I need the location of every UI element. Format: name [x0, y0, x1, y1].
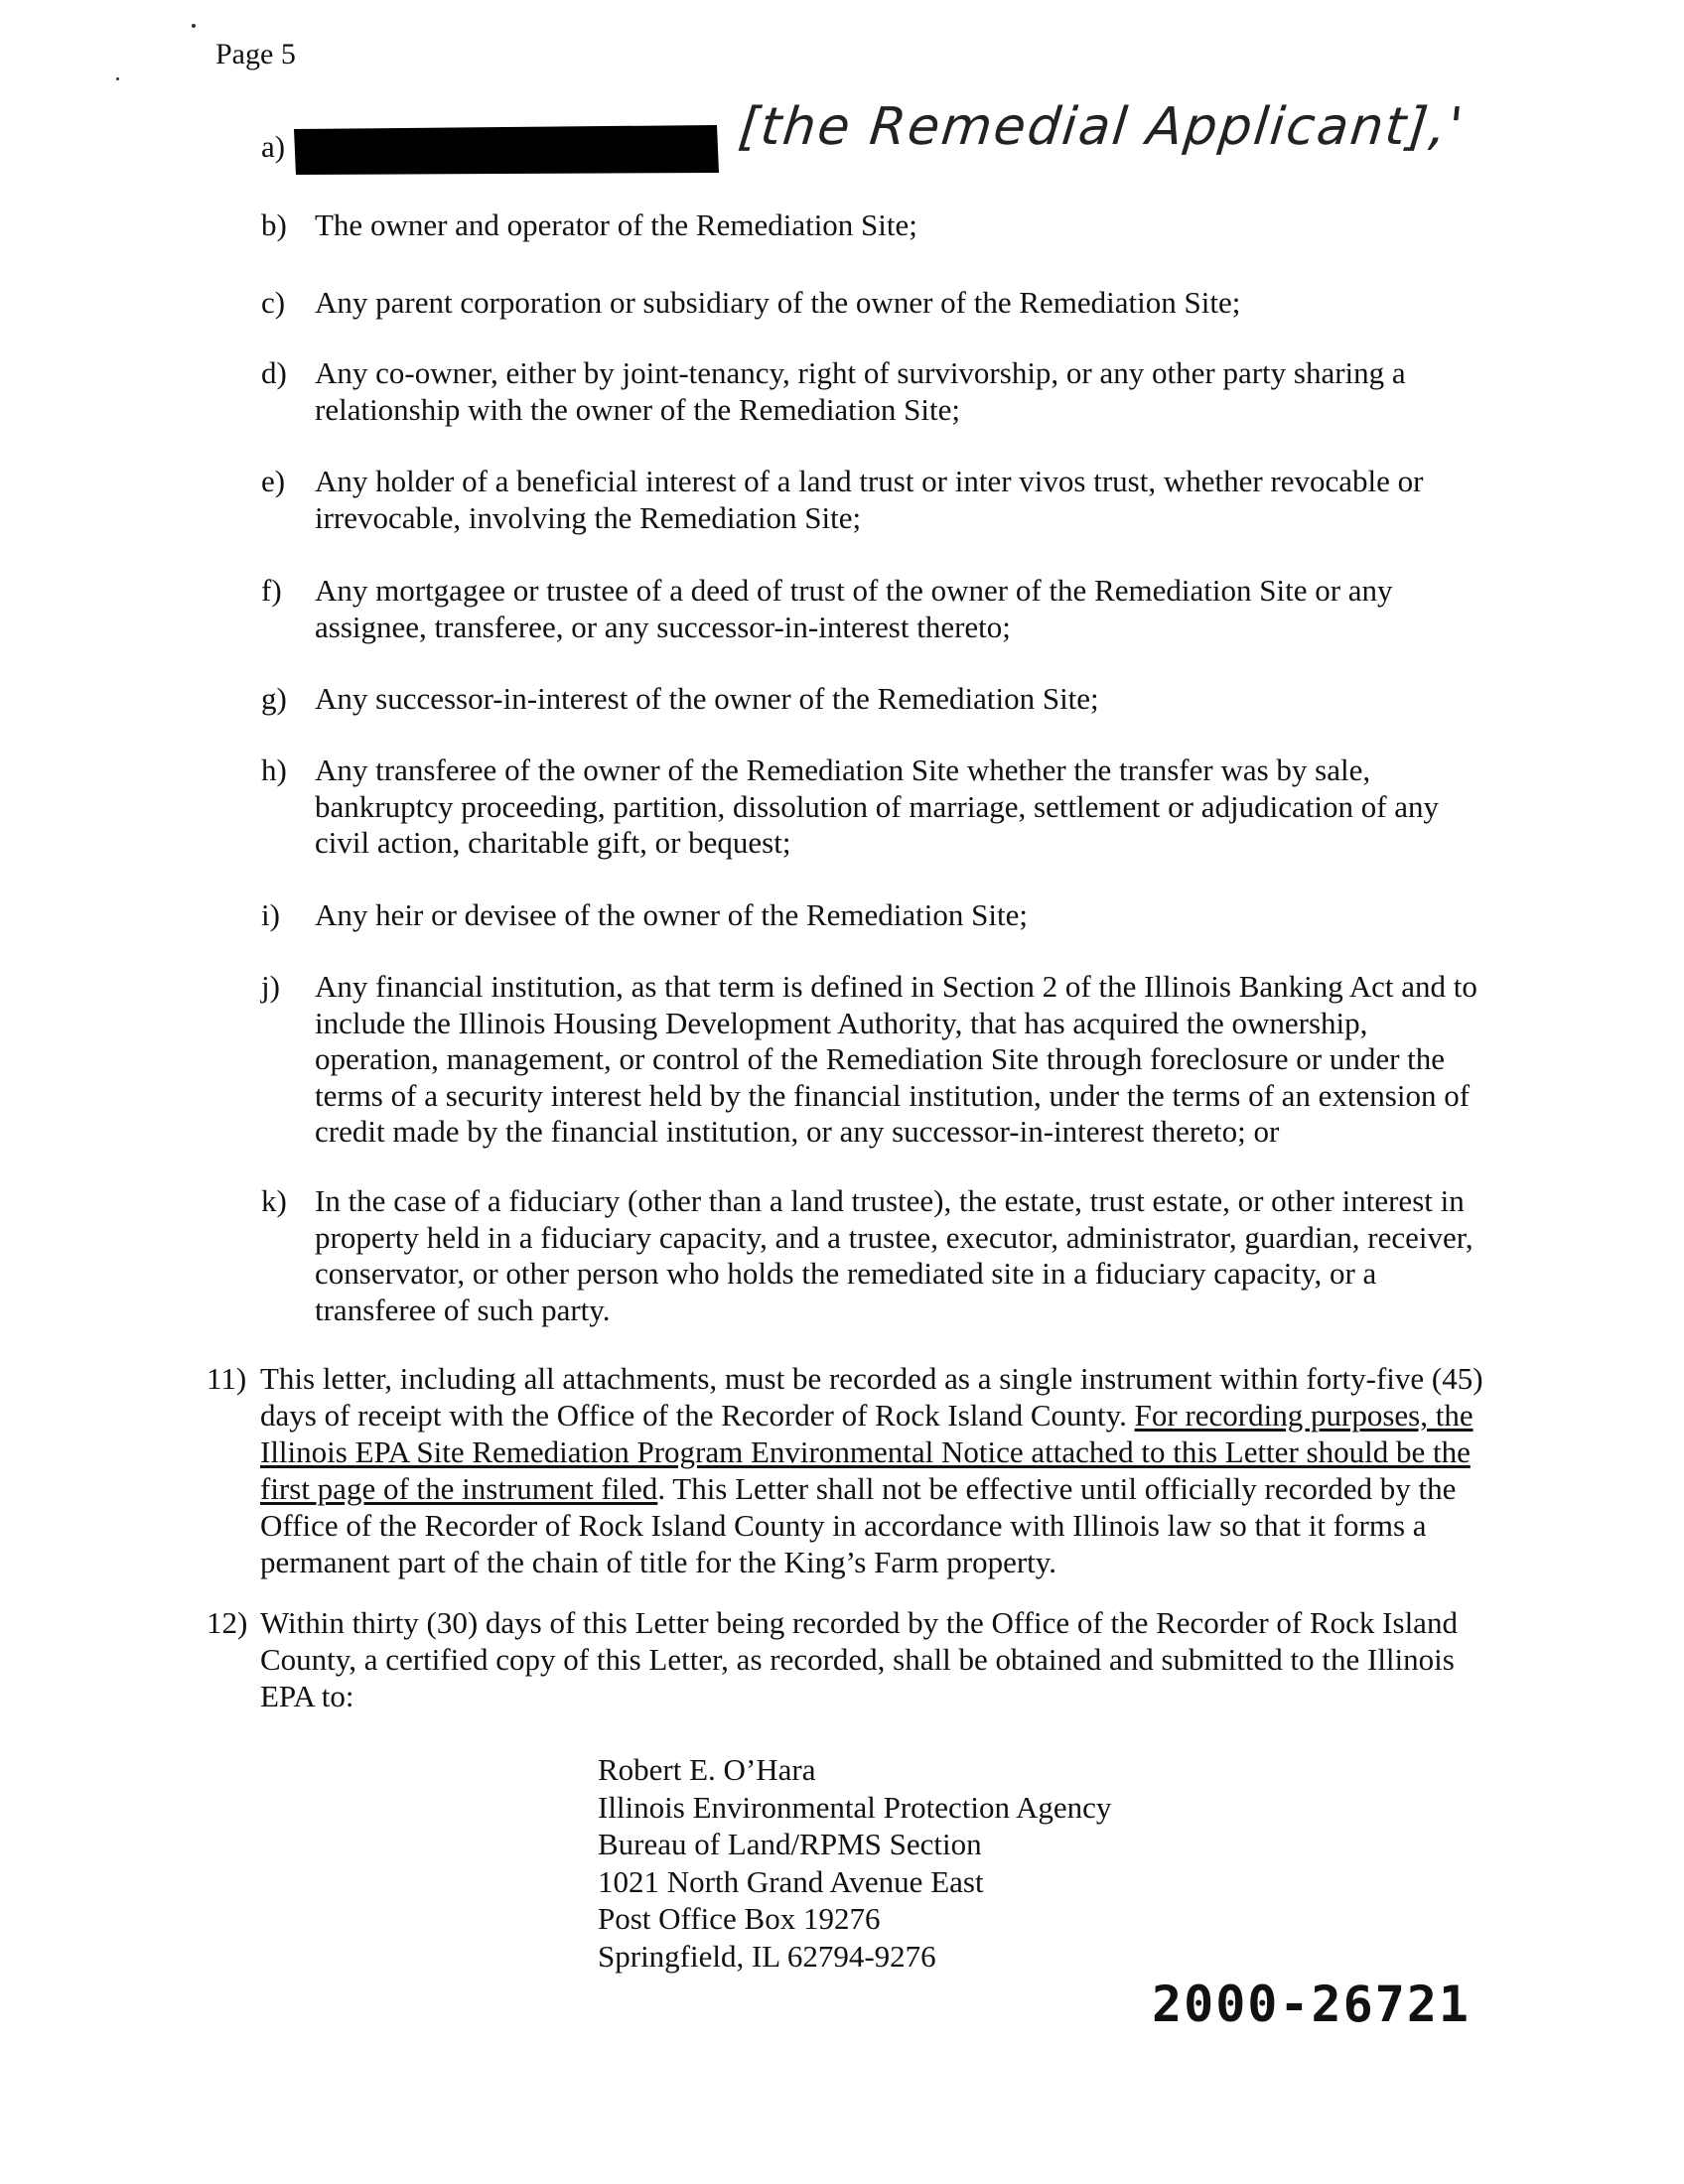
item-label: g) [261, 681, 287, 716]
handwritten-annotation: [the Remedial Applicant],' [735, 97, 1468, 157]
document-number-stamp: 2000-26721 [1152, 1976, 1472, 2033]
address-street: 1021 North Grand Avenue East [598, 1863, 984, 1899]
item-text: Any financial institution, as that term is defined in Section 2 of the Illinois Banking Act and to include the Illinois Housing Development Authority, that has acquired the ownership, operation, management, or control of the Remediation Site through foreclosure or under the terms of a security interest held by the financial institution, under the terms of an extension of credit made by the financial institution, or any successor-in-interest thereto; or [315, 969, 1477, 1149]
redaction-bar [290, 123, 721, 177]
item-text: In the case of a fiduciary (other than a land trustee), the estate, trust estate, or other interest in property held in a fiduciary capacity, and a trustee, executor, administrator, guardian, receiver, conservator, or other person who holds the remediated site in a fiduciary capacity, or a transferee of such party. [315, 1183, 1474, 1327]
paragraph-label: 11) [207, 1361, 247, 1396]
item-text: Any heir or devisee of the owner of the Remediation Site; [315, 897, 1028, 932]
item-text: Any successor-in-interest of the owner of the Remediation Site; [315, 681, 1099, 716]
item-label: a) [261, 129, 286, 164]
address-bureau: Bureau of Land/RPMS Section [598, 1827, 982, 1861]
item-label: h) [261, 752, 287, 787]
address-name: Robert E. O’Hara [598, 1752, 816, 1787]
item-text: Any mortgagee or trustee of a deed of trust of the owner of the Remediation Site or any assignee, transferee, or any successor-in-interest thereto; [315, 573, 1393, 644]
address-agency: Illinois Environmental Protection Agency [598, 1789, 1112, 1825]
paragraph-text [260, 1360, 1491, 1580]
item-label: b) [261, 207, 287, 242]
paragraph-text-part: This letter, including all attachments, must be recorded as a single instrument within forty-five (45) days of receipt with the Office of the Recorder of Rock Island County. [260, 1361, 1483, 1433]
paragraph-label: 12) [207, 1605, 248, 1640]
address-city: Springfield, IL 62794-9276 [598, 1938, 936, 1974]
item-label: i) [261, 897, 280, 932]
item-text: Any co-owner, either by joint-tenancy, right of survivorship, or any other party sharing a relationship with the owner of the Remediation Site; [315, 355, 1406, 427]
item-label: d) [261, 355, 287, 390]
scan-speck [192, 24, 196, 28]
item-label: j) [261, 969, 280, 1004]
item-label: c) [261, 285, 286, 320]
item-label: f) [261, 573, 282, 608]
underlined-text: For recording purposes, the Illinois EPA Site Remediation Program Environmental Notice attached to this Letter should be the first page of the instrument filed [260, 1398, 1474, 1506]
item-text: Any parent corporation or subsidiary of the owner of the Remediation Site; [315, 285, 1241, 320]
scan-speck [116, 77, 119, 80]
item-text: Any holder of a beneficial interest of a land trust or inter vivos trust, whether revocable or irrevocable, involving the Remediation Site; [315, 464, 1424, 535]
address-po-box: Post Office Box 19276 [598, 1901, 881, 1936]
item-label: k) [261, 1183, 287, 1218]
item-text: Any transferee of the owner of the Remediation Site whether the transfer was by sale, bankruptcy proceeding, partition, dissolution of marriage, settlement or adjudication of any civil action, charitable gift, or bequest; [315, 752, 1440, 860]
paragraph-text: Within thirty (30) days of this Letter being recorded by the Office of the Recorder of Rock Island County, a certified copy of this Letter, as recorded, shall be obtained and submitted to the Illinois EPA to: [260, 1605, 1458, 1713]
mailing-address [598, 1751, 1111, 1975]
page-number: Page 5 [215, 38, 296, 70]
paragraph-text-part: . This Letter shall not be effective until officially recorded by the Office of the Recorder of Rock Island County in accordance with Illinois law so that it forms a permanent part of the chain of title for the King’s Farm property. [260, 1471, 1457, 1579]
item-text: The owner and operator of the Remediation Site; [315, 207, 917, 242]
item-label: e) [261, 464, 286, 498]
